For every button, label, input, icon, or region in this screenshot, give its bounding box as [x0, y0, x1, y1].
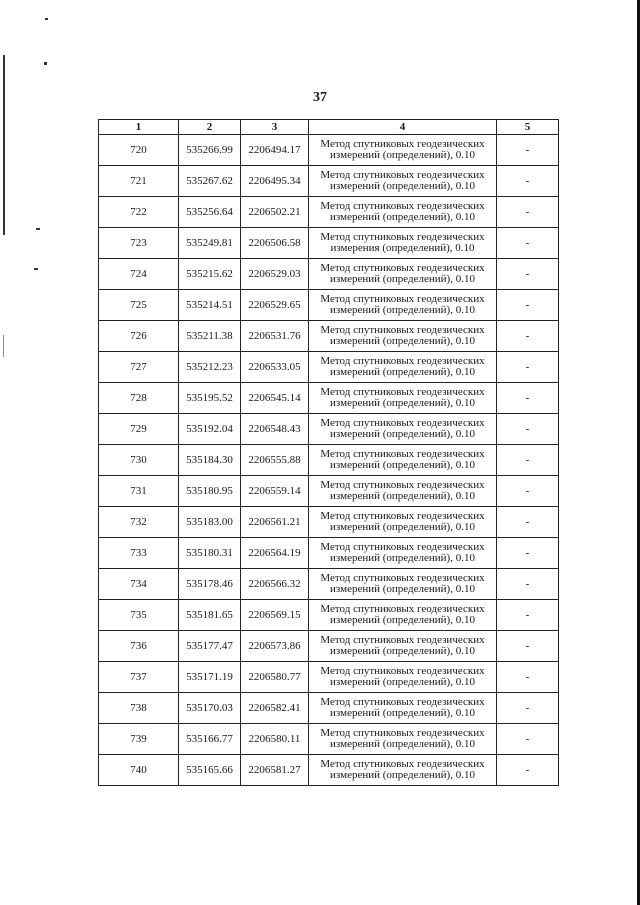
method-cell — [309, 538, 497, 569]
table-row — [99, 724, 559, 755]
column-5-value: - — [497, 569, 559, 600]
y-coordinate: 2206502.21 — [241, 197, 309, 228]
scan-margin-mark — [3, 55, 5, 235]
method-cell — [309, 724, 497, 755]
point-number: 722 — [99, 197, 179, 228]
column-5-value: - — [497, 724, 559, 755]
header-col-1: 1 — [99, 120, 179, 135]
method-line-1: Метод спутниковых геодезических — [320, 479, 485, 491]
method-line-2: измерений (определений), 0.10 — [330, 552, 475, 564]
table-row — [99, 693, 559, 724]
method-line-2: измерений (определений), 0.10 — [330, 614, 475, 626]
method-cell — [309, 476, 497, 507]
column-5-value: - — [497, 414, 559, 445]
point-number: 739 — [99, 724, 179, 755]
method-cell — [309, 321, 497, 352]
method-line-2: измерений (определений), 0.10 — [330, 521, 475, 533]
method-cell — [309, 445, 497, 476]
method-line-2: измерений (определений), 0.10 — [330, 645, 475, 657]
table-row — [99, 600, 559, 631]
method-line-2: измерений (определений), 0.10 — [330, 397, 475, 409]
y-coordinate: 2206564.19 — [241, 538, 309, 569]
point-number: 721 — [99, 166, 179, 197]
method-cell — [309, 631, 497, 662]
x-coordinate: 535266.99 — [179, 135, 241, 166]
method-cell — [309, 228, 497, 259]
method-cell — [309, 693, 497, 724]
method-line-2: измерений (определений), 0.10 — [330, 366, 475, 378]
column-5-value: - — [497, 259, 559, 290]
scan-dot — [44, 62, 47, 65]
method-cell — [309, 290, 497, 321]
y-coordinate: 2206559.14 — [241, 476, 309, 507]
y-coordinate: 2206506.58 — [241, 228, 309, 259]
coordinates-table — [98, 119, 559, 786]
method-line-2: измерений (определений), 0.10 — [330, 769, 475, 781]
scan-dot — [45, 18, 48, 20]
point-number: 724 — [99, 259, 179, 290]
x-coordinate: 535192.04 — [179, 414, 241, 445]
point-number: 726 — [99, 321, 179, 352]
method-cell — [309, 352, 497, 383]
table-row — [99, 569, 559, 600]
header-col-4: 4 — [309, 120, 497, 135]
method-line-1: Метод спутниковых геодезических — [320, 417, 485, 429]
column-5-value: - — [497, 228, 559, 259]
point-number: 738 — [99, 693, 179, 724]
y-coordinate: 2206495.34 — [241, 166, 309, 197]
table-header-row — [99, 120, 559, 135]
table-row — [99, 476, 559, 507]
method-line-1: Метод спутниковых геодезических — [320, 541, 485, 553]
table-row — [99, 383, 559, 414]
method-cell — [309, 755, 497, 786]
y-coordinate: 2206529.03 — [241, 259, 309, 290]
method-line-2: измерений (определений), 0.10 — [330, 428, 475, 440]
column-5-value: - — [497, 166, 559, 197]
table-row — [99, 507, 559, 538]
y-coordinate: 2206548.43 — [241, 414, 309, 445]
table-row — [99, 414, 559, 445]
table-row — [99, 135, 559, 166]
scan-dot — [34, 268, 38, 270]
page-number: 37 — [313, 90, 327, 105]
table-row — [99, 197, 559, 228]
method-line-1: Метод спутниковых геодезических — [320, 510, 485, 522]
method-line-1: Метод спутниковых геодезических — [320, 262, 485, 274]
scan-margin-mark — [3, 335, 4, 357]
method-line-2: измерений (определений), 0.10 — [330, 149, 475, 161]
y-coordinate: 2206569.15 — [241, 600, 309, 631]
method-line-2: измерений (определений), 0.10 — [330, 707, 475, 719]
table-row — [99, 259, 559, 290]
x-coordinate: 535214.51 — [179, 290, 241, 321]
y-coordinate: 2206573.86 — [241, 631, 309, 662]
column-5-value: - — [497, 755, 559, 786]
method-cell — [309, 507, 497, 538]
method-line-1: Метод спутниковых геодезических — [320, 169, 485, 181]
method-cell — [309, 197, 497, 228]
point-number: 733 — [99, 538, 179, 569]
x-coordinate: 535256.64 — [179, 197, 241, 228]
y-coordinate: 2206561.21 — [241, 507, 309, 538]
y-coordinate: 2206531.76 — [241, 321, 309, 352]
table-row — [99, 321, 559, 352]
x-coordinate: 535177.47 — [179, 631, 241, 662]
method-line-2: измерений (определений), 0.10 — [330, 583, 475, 595]
column-5-value: - — [497, 662, 559, 693]
table-row — [99, 445, 559, 476]
y-coordinate: 2206580.77 — [241, 662, 309, 693]
table-row — [99, 662, 559, 693]
method-line-1: Метод спутниковых геодезических — [320, 448, 485, 460]
column-5-value: - — [497, 321, 559, 352]
column-5-value: - — [497, 631, 559, 662]
method-cell — [309, 383, 497, 414]
x-coordinate: 535249.81 — [179, 228, 241, 259]
x-coordinate: 535184.30 — [179, 445, 241, 476]
method-line-2: измерений (определений), 0.10 — [330, 273, 475, 285]
method-line-1: Метод спутниковых геодезических — [320, 138, 485, 150]
table-row — [99, 166, 559, 197]
method-line-1: Метод спутниковых геодезических — [320, 386, 485, 398]
header-col-3: 3 — [241, 120, 309, 135]
point-number: 729 — [99, 414, 179, 445]
point-number: 725 — [99, 290, 179, 321]
table-row — [99, 631, 559, 662]
y-coordinate: 2206581.27 — [241, 755, 309, 786]
y-coordinate: 2206580.11 — [241, 724, 309, 755]
method-line-1: Метод спутниковых геодезических — [320, 696, 485, 708]
x-coordinate: 535267.62 — [179, 166, 241, 197]
point-number: 723 — [99, 228, 179, 259]
point-number: 735 — [99, 600, 179, 631]
x-coordinate: 535178.46 — [179, 569, 241, 600]
method-line-1: Метод спутниковых геодезических — [320, 758, 485, 770]
method-line-1: Метод спутниковых геодезических — [320, 200, 485, 212]
method-line-2: измерений (определений), 0.10 — [330, 304, 475, 316]
point-number: 727 — [99, 352, 179, 383]
column-5-value: - — [497, 445, 559, 476]
method-line-1: Метод спутниковых геодезических — [320, 665, 485, 677]
point-number: 720 — [99, 135, 179, 166]
x-coordinate: 535180.95 — [179, 476, 241, 507]
column-5-value: - — [497, 383, 559, 414]
x-coordinate: 535212.23 — [179, 352, 241, 383]
x-coordinate: 535211.38 — [179, 321, 241, 352]
column-5-value: - — [497, 476, 559, 507]
x-coordinate: 535171.19 — [179, 662, 241, 693]
table-row — [99, 538, 559, 569]
method-line-1: Метод спутниковых геодезических — [320, 572, 485, 584]
table-row — [99, 290, 559, 321]
column-5-value: - — [497, 507, 559, 538]
table-body — [99, 135, 559, 786]
method-cell — [309, 135, 497, 166]
x-coordinate: 535195.52 — [179, 383, 241, 414]
method-line-1: Метод спутниковых геодезических — [320, 231, 485, 243]
method-line-1: Метод спутниковых геодезических — [320, 603, 485, 615]
method-line-2: измерений (определений), 0.10 — [330, 490, 475, 502]
y-coordinate: 2206566.32 — [241, 569, 309, 600]
x-coordinate: 535215.62 — [179, 259, 241, 290]
y-coordinate: 2206494.17 — [241, 135, 309, 166]
method-cell — [309, 600, 497, 631]
point-number: 731 — [99, 476, 179, 507]
method-line-1: Метод спутниковых геодезических — [320, 634, 485, 646]
method-cell — [309, 662, 497, 693]
method-line-2: измерений (определений), 0.10 — [330, 459, 475, 471]
y-coordinate: 2206529.65 — [241, 290, 309, 321]
method-line-2: измерений (определений), 0.10 — [330, 180, 475, 192]
method-line-1: Метод спутниковых геодезических — [320, 293, 485, 305]
header-col-5: 5 — [497, 120, 559, 135]
x-coordinate: 535170.03 — [179, 693, 241, 724]
point-number: 732 — [99, 507, 179, 538]
x-coordinate: 535180.31 — [179, 538, 241, 569]
method-cell — [309, 259, 497, 290]
x-coordinate: 535165.66 — [179, 755, 241, 786]
table-row — [99, 755, 559, 786]
method-line-1: Метод спутниковых геодезических — [320, 324, 485, 336]
point-number: 737 — [99, 662, 179, 693]
column-5-value: - — [497, 197, 559, 228]
y-coordinate: 2206555.88 — [241, 445, 309, 476]
y-coordinate: 2206582.41 — [241, 693, 309, 724]
method-line-2: измерений (определений), 0.10 — [330, 211, 475, 223]
method-line-2: измерений (определений), 0.10 — [330, 335, 475, 347]
y-coordinate: 2206545.14 — [241, 383, 309, 414]
column-5-value: - — [497, 135, 559, 166]
point-number: 736 — [99, 631, 179, 662]
column-5-value: - — [497, 693, 559, 724]
point-number: 730 — [99, 445, 179, 476]
column-5-value: - — [497, 290, 559, 321]
column-5-value: - — [497, 600, 559, 631]
point-number: 740 — [99, 755, 179, 786]
method-cell — [309, 166, 497, 197]
table-row — [99, 228, 559, 259]
x-coordinate: 535166.77 — [179, 724, 241, 755]
point-number: 734 — [99, 569, 179, 600]
scan-dot — [36, 228, 40, 230]
method-line-1: Метод спутниковых геодезических — [320, 727, 485, 739]
column-5-value: - — [497, 538, 559, 569]
column-5-value: - — [497, 352, 559, 383]
method-line-2: измерения (определений), 0.10 — [330, 242, 475, 254]
method-cell — [309, 414, 497, 445]
table-row — [99, 352, 559, 383]
method-line-2: измерений (определений), 0.10 — [330, 676, 475, 688]
method-line-2: измерений (определений), 0.10 — [330, 738, 475, 750]
method-line-1: Метод спутниковых геодезических — [320, 355, 485, 367]
header-col-2: 2 — [179, 120, 241, 135]
y-coordinate: 2206533.05 — [241, 352, 309, 383]
method-cell — [309, 569, 497, 600]
x-coordinate: 535183.00 — [179, 507, 241, 538]
point-number: 728 — [99, 383, 179, 414]
x-coordinate: 535181.65 — [179, 600, 241, 631]
